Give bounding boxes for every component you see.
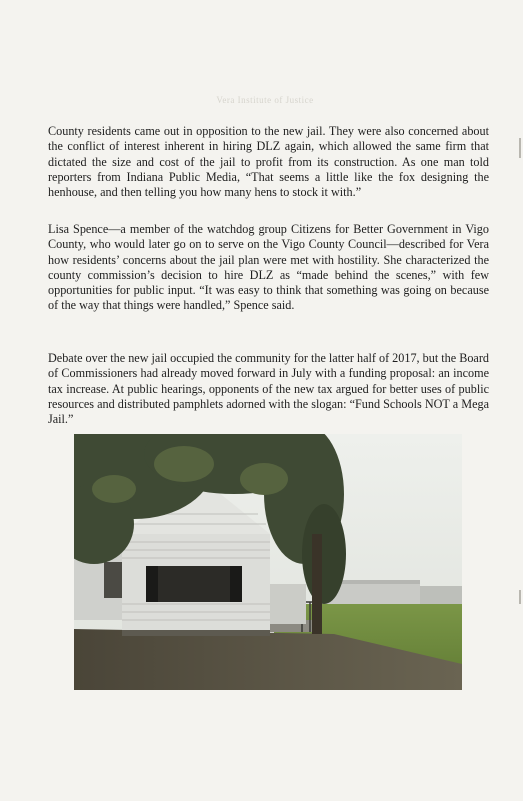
house-window (146, 566, 242, 602)
tree-trunk (312, 534, 322, 634)
page-edge-mark (519, 138, 521, 158)
body-paragraph-1: County residents came out in opposition to the new jail. They were also concerned about the conflict of interest inherent in hiring DLZ again, which allowed the same firm that dictated the size and cost of the jail to profit from its construction. As one man told reporters from Indiana Public Media, “That seems a little like the fox designing the henhouse, and then telling you how many hens to stock it with.” (48, 124, 489, 200)
page-edge-mark (519, 590, 521, 604)
body-paragraph-2: Lisa Spence—a member of the watchdog group Citizens for Better Government in Vigo County, who would later go on to serve on the Vigo County Council—described for Vera how residents’ concerns about the jail plan were met with hostility. She characterized the county commission’s decision to hire DLZ as “made behind the scenes,” with few opportunities for public input. “It was easy to think that something was going on because of the way that things were handled,” Spence said. (48, 222, 489, 313)
house-photo-illustration (74, 434, 462, 690)
body-paragraph-3: Debate over the new jail occupied the community for the latter half of 2017, but the Board of Commissioners had already moved forward in July with a funding proposal: an income tax increase. At public hearings, opponents of the new tax argued for better uses of public resources and distributed pamphlets adorned with the slogan: “Fund Schools NOT a Mega Jail.” (48, 351, 489, 427)
bleed-through-header: Vera Institute of Justice (216, 95, 314, 105)
left-shutter (146, 566, 158, 602)
right-shutter (230, 566, 242, 602)
house-photo (74, 434, 462, 690)
